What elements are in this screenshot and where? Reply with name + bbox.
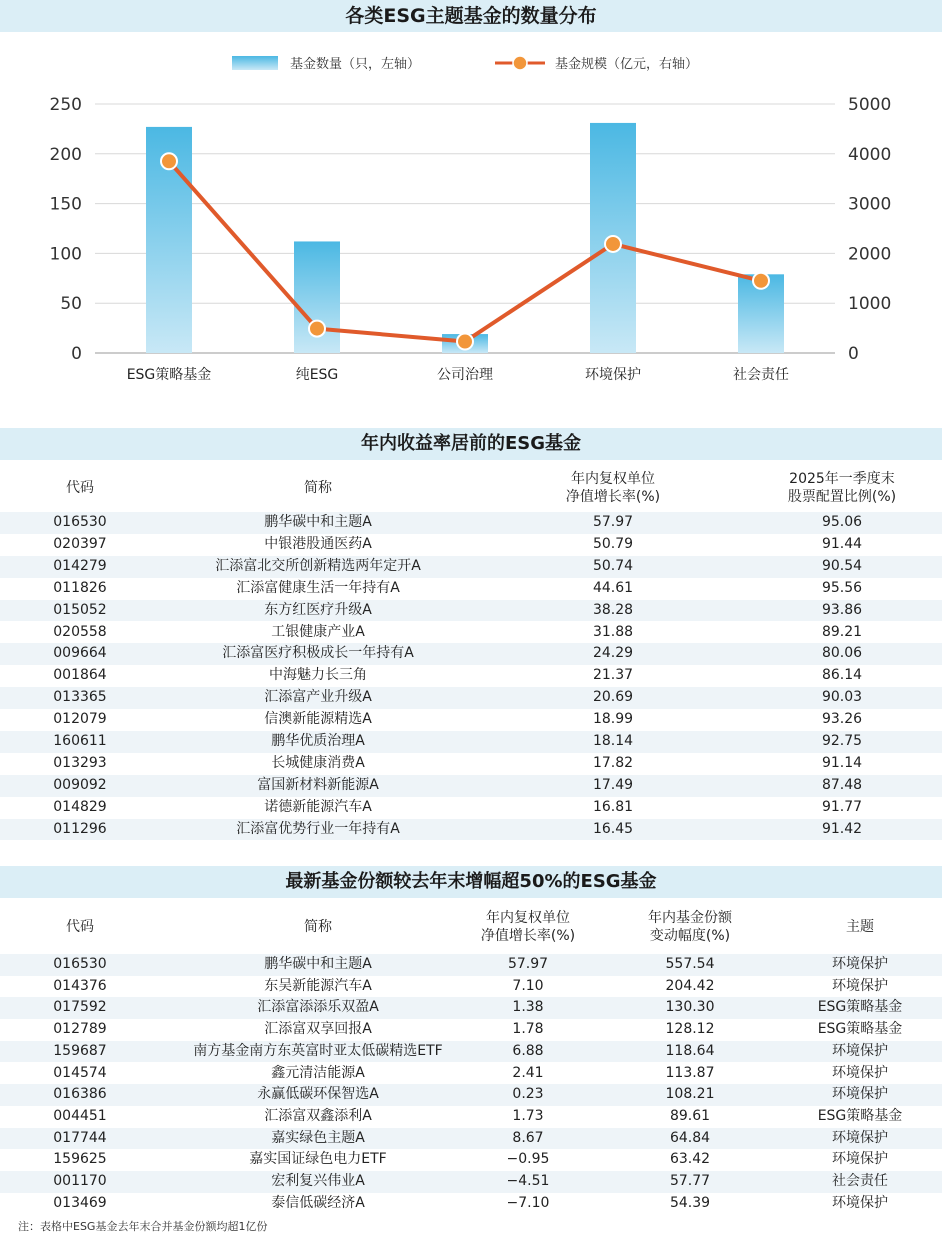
left-axis [50, 95, 82, 364]
table-cell: 012789 [53, 1021, 107, 1038]
table-cell: 014574 [53, 1064, 107, 1081]
table-cell: 17.82 [592, 754, 634, 771]
table-cell: 130.30 [665, 999, 715, 1016]
table-row [0, 1106, 942, 1128]
column-header: 2025年一季度末 股票配置比例(%) [787, 471, 897, 505]
table-cell: 92.75 [821, 733, 863, 749]
table-cell: 57.97 [592, 514, 634, 530]
table-cell: 004451 [53, 1107, 107, 1124]
table-cell: 017744 [53, 1129, 107, 1146]
table-cell: 012079 [53, 711, 107, 728]
line-point [753, 273, 769, 289]
table-cell: 38.28 [592, 601, 634, 618]
table-row [0, 1019, 942, 1041]
table-cell: 108.21 [665, 1086, 715, 1103]
table-cell: 80.06 [821, 645, 863, 662]
right-tick-label: 4000 [848, 144, 892, 165]
table-row [0, 775, 942, 797]
table-cell: 汇添富双享回报A [264, 1021, 372, 1038]
x-tick-label: 纯ESG [295, 367, 339, 383]
x-axis [127, 366, 789, 383]
table-row [0, 578, 942, 600]
table-cell: −7.10 [506, 1194, 550, 1211]
table-cell: 020397 [53, 535, 107, 552]
x-tick-label: 环境保护 [585, 367, 641, 383]
table-cell: 泰信低碳经济A [271, 1194, 365, 1211]
left-tick-label: 200 [49, 144, 82, 165]
table-cell: 中海魅力长三角 [269, 667, 367, 684]
chart-title: 各类ESG主题基金的数量分布 [0, 0, 942, 32]
table-cell: 57.97 [507, 956, 549, 972]
table-cell: 90.03 [821, 689, 863, 706]
table-cell: 汇添富北交所创新精选两年定开A [215, 557, 421, 574]
table-cell: 63.42 [669, 1151, 711, 1168]
table-row [0, 954, 942, 976]
table-cell: 诺德新能源汽车A [264, 798, 372, 815]
table-cell: 东方红医疗升级A [264, 601, 372, 618]
table-cell: 95.06 [821, 514, 863, 530]
right-axis [848, 95, 891, 364]
table-cell: 16.45 [592, 820, 634, 837]
table-cell: 44.61 [592, 579, 634, 596]
x-tick-label: ESG策略基金 [126, 367, 212, 383]
table-cell: 嘉实国证绿色电力ETF [249, 1151, 387, 1168]
table-cell: 鹏华碳中和主题A [264, 956, 372, 972]
table-cell: 91.77 [821, 798, 863, 815]
table-cell: 009664 [53, 645, 107, 662]
column-header: 代码 [66, 480, 94, 496]
table-cell: 长城健康消费A [271, 754, 365, 771]
legend-line-marker [513, 56, 527, 70]
left-tick-label: 50 [60, 294, 82, 315]
table-cell: 013469 [53, 1194, 107, 1211]
table-header [0, 905, 942, 949]
table-row [0, 1171, 942, 1193]
table-cell: 557.54 [665, 956, 715, 972]
table-cell: 环境保护 [832, 1042, 888, 1059]
left-tick-label: 250 [49, 95, 82, 115]
table-cell: 鑫元清洁能源A [271, 1064, 365, 1081]
table-row [0, 534, 942, 556]
table-cell: 93.26 [821, 711, 863, 728]
column-header: 年内复权单位 净值增长率(%) [480, 910, 576, 944]
table-cell: 016386 [53, 1086, 107, 1103]
table-row [0, 622, 942, 644]
table-cell: 93.86 [821, 601, 863, 618]
table-cell: ESG策略基金 [817, 1107, 903, 1124]
table-row [0, 819, 942, 841]
table-cell: 016530 [53, 514, 107, 530]
left-tick-label: 150 [49, 194, 82, 215]
table-header [0, 466, 942, 510]
chart-legend [232, 56, 698, 72]
table-cell: 95.56 [821, 579, 863, 596]
table-cell: 嘉实绿色主题A [271, 1129, 365, 1146]
table-cell: 汇添富健康生活一年持有A [236, 579, 400, 596]
table2-title: 最新基金份额较去年末增幅超50%的ESG基金 [0, 866, 942, 898]
table-cell: 中银港股通医药A [264, 535, 372, 552]
table-row [0, 1084, 942, 1106]
table-cell: 环境保护 [832, 1086, 888, 1103]
right-tick-label: 0 [848, 344, 859, 364]
table-cell: 环境保护 [832, 1151, 888, 1168]
table-row [0, 1149, 942, 1171]
column-header: 简称 [304, 480, 332, 496]
table-cell: 18.14 [592, 733, 634, 749]
table-cell: 社会责任 [832, 1173, 888, 1189]
table-cell: 17.49 [592, 776, 634, 793]
right-tick-label: 2000 [848, 244, 892, 265]
table-cell: 7.10 [512, 977, 544, 994]
table-row [0, 1063, 942, 1085]
table-cell: 160611 [53, 733, 107, 749]
table-cell: 90.54 [821, 557, 863, 574]
table-cell: 016530 [53, 956, 107, 972]
table-cell: 128.12 [665, 1021, 715, 1038]
left-tick-label: 100 [49, 244, 82, 265]
table-cell: 21.37 [592, 667, 634, 684]
table1-title: 年内收益率居前的ESG基金 [0, 428, 942, 460]
table-cell: 86.14 [821, 667, 863, 684]
table-cell: 信澳新能源精选A [264, 711, 372, 728]
table-cell: 113.87 [665, 1064, 715, 1081]
table-cell: 013365 [53, 689, 107, 706]
table-cell: 009092 [53, 776, 107, 793]
table-cell: 54.39 [669, 1194, 711, 1211]
table-row [0, 643, 942, 665]
table-row [0, 731, 942, 753]
table-cell: 环境保护 [832, 1129, 888, 1146]
table-cell: 富国新材料新能源A [257, 776, 379, 793]
table-cell: 50.79 [592, 535, 634, 552]
column-header: 年内复权单位 净值增长率(%) [565, 471, 661, 505]
table-row [0, 997, 942, 1019]
table-cell: 50.74 [592, 557, 634, 574]
fund-chart [0, 36, 942, 392]
table-row [0, 665, 942, 687]
table-cell: 汇添富添添乐双盈A [257, 999, 379, 1016]
table-row [0, 600, 942, 622]
table-cell: 汇添富双鑫添利A [264, 1107, 372, 1124]
table-cell: 001864 [53, 667, 107, 684]
table-row [0, 512, 942, 534]
table-row [0, 709, 942, 731]
line-point [309, 321, 325, 337]
table-cell: 204.42 [665, 977, 715, 994]
table-cell: 017592 [53, 999, 107, 1016]
column-header: 简称 [304, 919, 332, 935]
left-tick-label: 0 [71, 344, 82, 364]
right-tick-label: 1000 [848, 294, 892, 315]
table-cell: 91.42 [821, 820, 863, 837]
table-cell: 014829 [53, 798, 107, 815]
table-cell: 鹏华优质治理A [271, 733, 365, 749]
table-row [0, 556, 942, 578]
table-cell: 159625 [53, 1151, 107, 1168]
table-cell: 宏利复兴伟业A [271, 1173, 365, 1189]
table-cell: 8.67 [512, 1129, 544, 1146]
table-cell: 环境保护 [832, 1194, 888, 1211]
table-cell: 011826 [53, 579, 107, 596]
table-cell: 鹏华碳中和主题A [264, 514, 372, 530]
table-cell: 永赢低碳环保智选A [257, 1086, 379, 1103]
table-cell: 31.88 [592, 623, 634, 640]
right-tick-label: 3000 [848, 194, 892, 215]
table-cell: 91.14 [821, 754, 863, 771]
column-header: 年内基金份额 变动幅度(%) [648, 910, 732, 944]
footnote: 注：表格中ESG基金去年末合并基金份额均超1亿份 [18, 1220, 268, 1233]
table-cell: −0.95 [506, 1151, 550, 1168]
right-tick-label: 5000 [848, 95, 892, 115]
table-cell: 87.48 [821, 776, 863, 793]
table-row [0, 1193, 942, 1215]
line-point [605, 236, 621, 252]
table-cell: 57.77 [669, 1173, 711, 1189]
table-cell: 91.44 [821, 535, 863, 552]
table-cell: 环境保护 [832, 977, 888, 994]
table-cell: 18.99 [592, 711, 634, 728]
table-cell: 011296 [53, 820, 107, 837]
scale-line [169, 161, 761, 341]
table-cell: 汇添富产业升级A [264, 689, 372, 706]
table-cell: 014376 [53, 977, 107, 994]
table-cell: 159687 [53, 1042, 107, 1059]
table-cell: 20.69 [592, 689, 634, 706]
table-cell: 89.61 [669, 1107, 711, 1124]
table-cell: 020558 [53, 623, 107, 640]
table-row [0, 1128, 942, 1150]
table-cell: 1.78 [512, 1021, 544, 1038]
bar-series [146, 123, 784, 353]
line-point [161, 153, 177, 169]
column-header: 代码 [66, 919, 94, 935]
table-cell: 南方基金南方东英富时亚太低碳精选ETF [193, 1042, 443, 1059]
table-cell: 汇添富优势行业一年持有A [236, 820, 400, 837]
column-header: 主题 [846, 919, 874, 935]
table-cell: 环境保护 [832, 956, 888, 972]
chart-grid [95, 104, 835, 353]
table-cell: 24.29 [592, 645, 634, 662]
table-cell: 1.73 [512, 1107, 544, 1124]
legend-line-label: 基金规模（亿元，右轴） [555, 57, 699, 72]
table-cell: 16.81 [592, 798, 634, 815]
table-cell: 环境保护 [832, 1064, 888, 1081]
table-row [0, 753, 942, 775]
table-cell: 工银健康产业A [271, 623, 365, 640]
x-tick-label: 公司治理 [437, 367, 493, 383]
table-row [0, 797, 942, 819]
x-tick-label: 社会责任 [733, 367, 789, 383]
table-row [0, 687, 942, 709]
table-cell: 64.84 [669, 1129, 711, 1146]
legend-bar-label: 基金数量（只，左轴） [290, 57, 421, 72]
table-cell: 2.41 [512, 1064, 544, 1081]
table-cell: 0.23 [512, 1086, 544, 1103]
table-cell: ESG策略基金 [817, 1021, 903, 1038]
line-series [161, 153, 769, 349]
table-cell: 014279 [53, 557, 107, 574]
table-cell: 001170 [53, 1173, 107, 1189]
table-cell: 118.64 [665, 1042, 715, 1059]
table-row [0, 1041, 942, 1063]
table-cell: 汇添富医疗积极成长一年持有A [222, 645, 414, 662]
table-cell: 013293 [53, 754, 107, 771]
line-point [457, 334, 473, 350]
legend-bar-swatch [232, 56, 278, 70]
table-row [0, 976, 942, 998]
table-cell: 015052 [53, 601, 107, 618]
table-cell: −4.51 [506, 1173, 550, 1189]
table-cell: 6.88 [512, 1042, 544, 1059]
table-cell: 东吴新能源汽车A [264, 977, 372, 994]
table-cell: 89.21 [821, 623, 863, 640]
table-cell: ESG策略基金 [817, 999, 903, 1016]
table-cell: 1.38 [512, 999, 544, 1016]
